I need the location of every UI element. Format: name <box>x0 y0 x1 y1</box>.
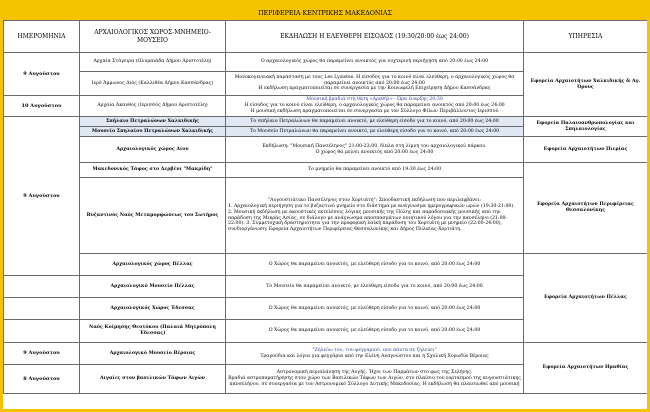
event-cell: Ο Χώρος θα παραμείνει ανοικτός, με ελεύθερη είσοδο για το κοινό, από 20:00 έως 24:00 <box>226 320 524 343</box>
table-row <box>4 254 648 276</box>
site-cell: Ιερό Άμμωνος Διός (Καλλιθέα Δήμου Κασσάνδρας) <box>80 72 226 96</box>
site-cell: Μακεδονικός Τάφος στο Δερβένι "Μακρίδη" <box>80 163 226 178</box>
events-table <box>3 20 648 394</box>
header-event: ΕΚΔΗΛΩΣΗ Η ΕΛΕΥΘΕΡΗ ΕΙΣΟΔΟΣ (19:30/20:00 έως 24:00) <box>226 21 524 53</box>
event-cell <box>226 72 524 96</box>
event-line: Εκδήλωση: "Μουσική Πανσέληνος" 21:00-23:00, δίπλα στη λίμνη του αρχαιολογικού πάρκου. <box>262 143 487 149</box>
event-cell <box>226 137 524 163</box>
site-cell: Αρχαιολογικός Χώρος Έδεσσας <box>80 298 226 320</box>
event-line: Τραγούδια και λόγια για φεγγάρια από την Ελένη Αναγνώστου και η Σχολική Χορωδία Βέροιας <box>260 353 489 359</box>
header-service: ΥΠΗΡΕΣΙΑ <box>524 21 648 53</box>
event-cell: Το Μουσείο θα παραμείνει ανοικτό, με ελεύθερη είσοδο για το κοινό, από 20:00 έως 24:00 <box>226 276 524 298</box>
site-cell: Βυζαντινός Ναός Μεταμορφώσεως του Σωτήρος <box>80 178 226 254</box>
site-cell: Αρχαιολογικός χώρος Πέλλας <box>80 254 226 276</box>
event-cell: Το μνημείο θα παραμείνει ανοικτό από 19:30 έως 24:00 <box>226 163 524 178</box>
service-cell: Εφορεία Παλαιοανθρωπολογίας και Σπηλαιολογίας <box>524 117 648 137</box>
event-cell: Το Μουσείο Πετραλώνων θα παραμείνει ανοικτό, με ελεύθερη είσοδο για το κοινό, από 20:00 έως 24:00 <box>226 127 524 137</box>
site-cell: Μουσείο Σπηλαίου Πετραλώνων Χαλκιδικής <box>80 127 226 137</box>
site-cell: Αρχαιολογικό Μουσείο Πέλλας <box>80 276 226 298</box>
table-row <box>4 137 648 163</box>
table-row <box>4 53 648 72</box>
event-cell <box>226 365 524 394</box>
service-cell: Εφορεία Αρχαιοτήτων Ημαθίας <box>524 343 648 394</box>
date-cell <box>4 276 80 298</box>
date-cell: 9 Αυγούστου <box>4 53 80 96</box>
date-cell: 9 Αυγούστου <box>4 117 80 276</box>
event-line: Ο χώρος θα μείνει ανοικτός από 20:00 έως 24:00 <box>315 149 434 155</box>
event-cell: Ο Χώρος θα παραμείνει ανοικτός, με ελεύθερη είσοδο για το κοινό, από 20:00 έως 24:00 <box>226 254 524 276</box>
event-cell <box>226 343 524 365</box>
site-cell: Αρχαία Άκανθος (Ιερισσός Δήμου Αριστοτέλη) <box>80 96 226 117</box>
service-cell: Εφορεία Αρχαιοτήτων Περιφέρειας Θεσσαλονίκης <box>524 163 648 254</box>
event-cell: Ο αρχαιολογικός χώρος θα παραμείνει ανοικτός για νυχτερινή περιήγηση από 20:00 έως 24:00 <box>226 53 524 72</box>
event-cell <box>226 96 524 117</box>
event-line: Βραδιά αστροπαρατήρησης στον χώρο των Βασιλικών Τάφων των Αιγών, στο πλαίσιο του εορτασμού της αυγουστιάτικης πανσελήνου, σε συνεργασία με τον Αστρονομικό Σύλλογο Δυτικής Μακεδονίας. Η εκδήλωση θα πλαισιωθεί από μουσική <box>228 376 521 387</box>
event-line: Η μουσική εκδήλωση πραγματοποιείται σε συνεργασία με τον Σύλλογο Φίλων Περιβάλλοντος Ιερισσού <box>250 108 499 114</box>
event-line: 2. Μουσική εκδήλωση με ακουστικές εκτελέσεις λόγιας μουσικής της Πόλης και παραδοσιακής μουσικής από την παράδοση της Μικράς Ασίας, σε διάλογο με ανάγνωσμα αποσπασμάτων ποιητικού λόγου για την πανσέληνο (21:00-22:00). 3. Συμμετοχική δραστηριότητα για την προφορική λαϊκή παράδοση του Χορτιάτη με μνημείο (22:00-24:00), συνδιοργάνωση: Εφορεία Αρχαιοτήτων Περιφέρειας Θεσσαλονίκης και Δήμος Πυλαίας-Χορτιάτη. <box>228 209 508 232</box>
table-row <box>4 163 648 178</box>
site-cell: Αρχαία Στάγειρα (Ολυμπιάδα Δήμου Αριστοτέλη) <box>80 53 226 72</box>
event-line: "Ζηλεύω του, του φεγγαριού, που πάντα σε ζηλεύει" <box>312 347 437 353</box>
site-cell: Αρχαιολογικός χώρος Δίου <box>80 137 226 163</box>
left-border <box>0 0 3 412</box>
event-line: Η είσοδος για το κοινό είναι ελεύθερη, ο αρχαιολογικός χώρος θα παραμείνει ανοικτός από 20:00 έως 24:00 <box>244 103 505 109</box>
event-line: Αστρονομική περιπλάνηση της Αυγής. Ήχοι των Παρμάτων στο φως της Σελήνης. <box>276 370 473 376</box>
event-cell: Το σπήλαιο Πετραλώνων θα παραμείνει ανοικτό, με ελεύθερη είσοδο για το κοινό, από 20:00 έως 24:00 <box>226 117 524 127</box>
site-cell: Ναός Κοίμησης Θεοτόκου (Παλαιά Μητρόπολη Έδεσσας) <box>80 320 226 343</box>
table-row <box>4 117 648 127</box>
event-line: 1. Αρχαιολογική περιήγηση για το βυζαντινό μνημείο στο διάστημα με ανάγνωσμα ημερογραφικών ωρών (19:30-21:00). <box>228 204 515 210</box>
event-cell: Ο Χώρος θα παραμείνει ανοικτός, με ελεύθερη είσοδο για το κοινό, από 20:00 έως 24:00 <box>226 298 524 320</box>
event-line: Μουσική βραδιά στη θέση «Αρεθήλ» - Ώρα έναρξης 20:30 <box>306 97 443 103</box>
region-title: ΠΕΡΙΦΕΡΕΙΑ ΚΕΝΤΡΙΚΗΣ ΜΑΚΕΔΟΝΙΑΣ <box>3 7 647 21</box>
service-cell: Εφορεία Αρχαιοτήτων Χαλκιδικής & Αγ. Όρους <box>524 53 648 117</box>
table-row <box>4 343 648 365</box>
header-site: ΑΡΧΑΙΟΛΟΓΙΚΟΣ ΧΩΡΟΣ-ΜΝΗΜΕΙΟ-ΜΟΥΣΕΙΟ <box>80 21 226 53</box>
date-cell: 9 Αυγούστου <box>4 343 80 365</box>
event-line: Η εκδήλωση πραγματοποιείται σε συνεργασία με την Κοινωφελή Επιχείρηση Δήμου Κασσάνδρας <box>258 86 491 92</box>
header-row <box>4 21 648 53</box>
event-line: Μονοκογενειακή παράσταση με τους Les Lysistes. Η είσοδος για το κοινό είναι ελεύθερη, ο αρχαιολογικός χώρος θα παραμείνει ανοικτός από 20:00 έως 24:00 <box>234 74 515 86</box>
date-cell: 10 Αυγούστου <box>4 96 80 117</box>
event-line: "Αυγουστιάτικο Πανσέληνος στον Χορτιάτη": Σπουδαστική εκδήλωση που περιλαμβάνει: <box>267 198 482 204</box>
site-cell: Αιγαίες στον βασιλικών Τάφων Αιγών <box>80 365 226 394</box>
site-cell: Αρχαιολογικό Μουσείο Βέροιας <box>80 343 226 365</box>
site-cell: Σπήλαιο Πετραλώνων Χαλκιδικής <box>80 117 226 127</box>
header-date: ΗΜΕΡΟΜΗΝΙΑ <box>4 21 80 53</box>
date-cell <box>4 320 80 343</box>
service-cell: Εφορεία Αρχαιοτήτων Πέλλας <box>524 254 648 343</box>
date-cell <box>4 298 80 320</box>
service-cell: Εφορεία Αρχαιοτήτων Πιερίας <box>524 137 648 163</box>
date-cell: 8 Αυγούστου <box>4 365 80 394</box>
event-cell <box>226 178 524 254</box>
top-border <box>0 0 650 7</box>
